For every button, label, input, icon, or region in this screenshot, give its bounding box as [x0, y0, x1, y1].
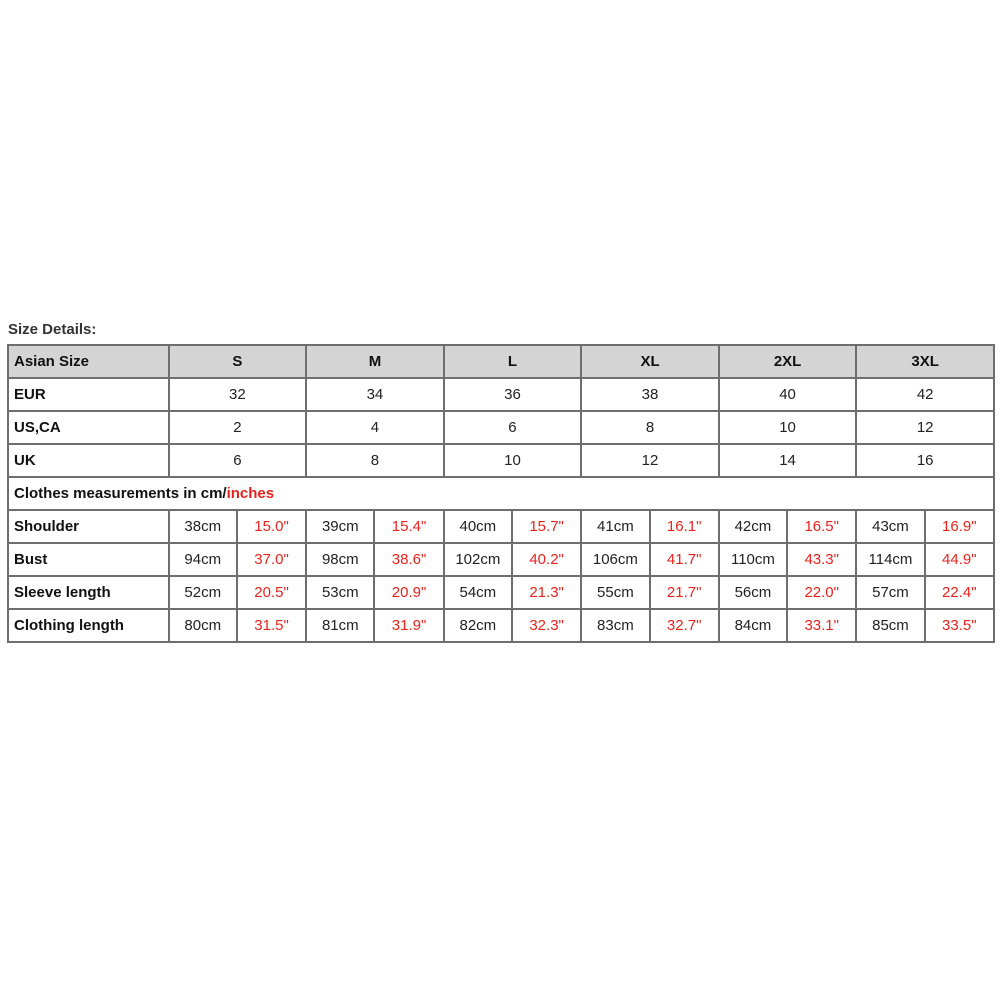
- size-value-cell: 40: [719, 378, 857, 411]
- measurement-row: [8, 576, 994, 609]
- inch-value-cell: 16.9": [925, 510, 994, 543]
- inch-value-cell: 38.6": [374, 543, 443, 576]
- size-value-cell: 14: [719, 444, 857, 477]
- size-value-cell: 6: [444, 411, 582, 444]
- inch-value-cell: 15.7": [512, 510, 581, 543]
- inch-value-cell: 44.9": [925, 543, 994, 576]
- section-heading-highlight: inches: [226, 485, 275, 502]
- inch-value-cell: 32.7": [650, 609, 719, 642]
- size-value-cell: 6: [169, 444, 307, 477]
- inch-value-cell: 20.9": [374, 576, 443, 609]
- size-header: S: [169, 345, 307, 378]
- size-value-cell: 8: [581, 411, 719, 444]
- measurement-label: Clothing length: [8, 609, 169, 642]
- row-label: UK: [8, 444, 169, 477]
- cm-value-cell: 55cm: [581, 576, 649, 609]
- size-header: 2XL: [719, 345, 857, 378]
- inch-value-cell: 31.5": [237, 609, 306, 642]
- inch-value-cell: 33.5": [925, 609, 994, 642]
- section-heading: [8, 477, 994, 510]
- header-row: [8, 345, 994, 378]
- cm-value-cell: 40cm: [444, 510, 512, 543]
- size-header: L: [444, 345, 582, 378]
- size-value-cell: 38: [581, 378, 719, 411]
- size-value-cell: 10: [444, 444, 582, 477]
- row-label: EUR: [8, 378, 169, 411]
- measurement-row: [8, 510, 994, 543]
- size-value-cell: 2: [169, 411, 307, 444]
- inch-value-cell: 22.4": [925, 576, 994, 609]
- inch-value-cell: 32.3": [512, 609, 581, 642]
- cm-value-cell: 102cm: [444, 543, 512, 576]
- cm-value-cell: 81cm: [306, 609, 374, 642]
- measurement-row: [8, 543, 994, 576]
- inch-value-cell: 33.1": [787, 609, 856, 642]
- inch-value-cell: 31.9": [374, 609, 443, 642]
- cm-value-cell: 83cm: [581, 609, 649, 642]
- size-chart-table: [7, 344, 995, 643]
- size-value-cell: 12: [856, 411, 994, 444]
- size-header: 3XL: [856, 345, 994, 378]
- cm-value-cell: 39cm: [306, 510, 374, 543]
- inch-value-cell: 16.5": [787, 510, 856, 543]
- header-label: Asian Size: [8, 345, 169, 378]
- measurement-label: Sleeve length: [8, 576, 169, 609]
- inch-value-cell: 41.7": [650, 543, 719, 576]
- inch-value-cell: 15.0": [237, 510, 306, 543]
- inch-value-cell: 15.4": [374, 510, 443, 543]
- measurement-label: Bust: [8, 543, 169, 576]
- size-value-cell: 42: [856, 378, 994, 411]
- size-value-cell: 12: [581, 444, 719, 477]
- page-title: Size Details:: [8, 321, 97, 338]
- section-row: [8, 477, 994, 510]
- conversion-row: [8, 378, 994, 411]
- cm-value-cell: 57cm: [856, 576, 924, 609]
- cm-value-cell: 43cm: [856, 510, 924, 543]
- conversion-row: [8, 411, 994, 444]
- cm-value-cell: 84cm: [719, 609, 787, 642]
- cm-value-cell: 98cm: [306, 543, 374, 576]
- cm-value-cell: 82cm: [444, 609, 512, 642]
- conversion-row: [8, 444, 994, 477]
- measurement-row: [8, 609, 994, 642]
- inch-value-cell: 40.2": [512, 543, 581, 576]
- cm-value-cell: 38cm: [169, 510, 237, 543]
- size-value-cell: 4: [306, 411, 444, 444]
- size-value-cell: 34: [306, 378, 444, 411]
- size-chart-body: [8, 345, 994, 642]
- inch-value-cell: 37.0": [237, 543, 306, 576]
- cm-value-cell: 42cm: [719, 510, 787, 543]
- size-value-cell: 8: [306, 444, 444, 477]
- cm-value-cell: 56cm: [719, 576, 787, 609]
- measurement-label: Shoulder: [8, 510, 169, 543]
- cm-value-cell: 80cm: [169, 609, 237, 642]
- inch-value-cell: 22.0": [787, 576, 856, 609]
- cm-value-cell: 110cm: [719, 543, 787, 576]
- row-label: US,CA: [8, 411, 169, 444]
- inch-value-cell: 20.5": [237, 576, 306, 609]
- cm-value-cell: 106cm: [581, 543, 649, 576]
- cm-value-cell: 52cm: [169, 576, 237, 609]
- cm-value-cell: 41cm: [581, 510, 649, 543]
- inch-value-cell: 21.3": [512, 576, 581, 609]
- inch-value-cell: 43.3": [787, 543, 856, 576]
- size-value-cell: 10: [719, 411, 857, 444]
- cm-value-cell: 114cm: [856, 543, 924, 576]
- size-value-cell: 16: [856, 444, 994, 477]
- size-value-cell: 32: [169, 378, 307, 411]
- size-header: M: [306, 345, 444, 378]
- section-heading-prefix: Clothes measurements in cm/: [14, 485, 227, 502]
- cm-value-cell: 54cm: [444, 576, 512, 609]
- cm-value-cell: 53cm: [306, 576, 374, 609]
- size-value-cell: 36: [444, 378, 582, 411]
- size-header: XL: [581, 345, 719, 378]
- inch-value-cell: 21.7": [650, 576, 719, 609]
- cm-value-cell: 94cm: [169, 543, 237, 576]
- cm-value-cell: 85cm: [856, 609, 924, 642]
- inch-value-cell: 16.1": [650, 510, 719, 543]
